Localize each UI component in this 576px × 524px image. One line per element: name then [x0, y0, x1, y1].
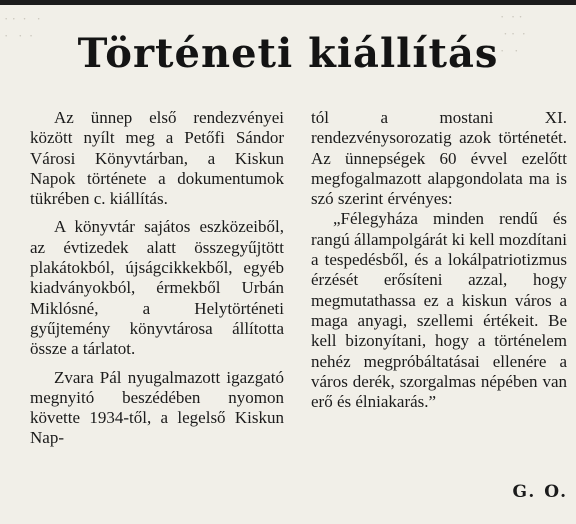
article-column-left	[30, 108, 284, 457]
paragraph-continuation: tól a mostani XI. rendezvénysorozatig azok történetét. Az ünnepségek 60 évvel ezelőtt megfogalmazott alapgondolata ma is szó szerint érvényes:	[311, 108, 567, 209]
article-headline: Történeti kiállítás	[77, 30, 499, 77]
paragraph-opening-speech: Zvara Pál nyugalmazott igazgató megnyitó beszédében nyomon követte 1934-től, a legelső Kiskun Nap-	[30, 367, 284, 448]
paragraph-opening: Az ünnep első rendezvényei között nyílt meg a Petőfi Sándor Városi Könyvtárban, a Kiskun Napok története a dokumentumok tükrében c. kiállítás.	[30, 108, 284, 209]
top-rule	[0, 0, 576, 5]
show-through-right: · · · · · · · ·	[500, 9, 526, 58]
paragraph-library: A könyvtár sajátos eszközeiből, az évtizedek alatt összegyűjtött plakátokból, újságcikkekből, egyéb kiadványokból, érmekből Urbán Miklósné, a Helytörténeti gyűjtemény könyvtárosa állította össze a tárlatot.	[30, 217, 284, 359]
author-signature: G. O.	[512, 482, 568, 502]
article-column-right	[311, 108, 567, 412]
paragraph-quote: „Félegyháza minden rendű és rangú állampolgárát ki kell mozdítani a tespedésből, és a lokálpatriotizmus érzését erősíteni azzal, hogy megmutathassa ez a kiskun város a maga anyagi, szellemi értékeit. Be kell bizonyítani, hogy a történelem nehéz megpróbáltatásai ellenére a város derék, szorgalmas népében van erő és élniakarás.”	[311, 209, 567, 412]
show-through-left: · · · · · · ·	[4, 11, 41, 43]
